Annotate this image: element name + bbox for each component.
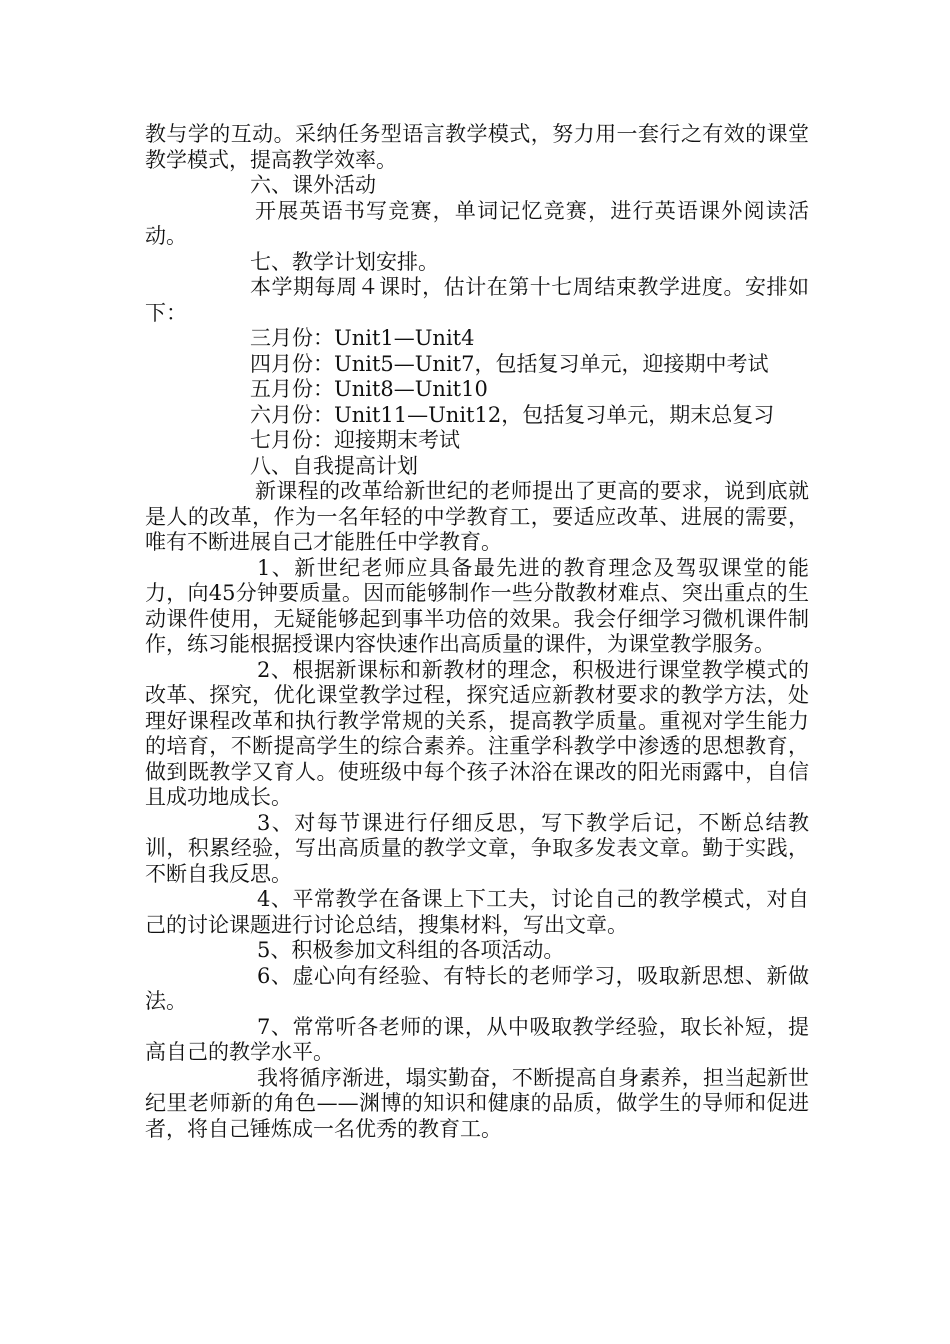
paragraph-self-improvement-intro: 新课程的改革给新世纪的老师提出了更高的要求，说到底就是人的改革，作为一名年轻的中学教育工，要适应改革、进展的需要，唯有不断进展自己才能胜任中学教育。 [145, 479, 809, 554]
list-item-6: 6、虚心向有经验、有特长的老师学习，吸取新思想、新做法。 [145, 963, 809, 1013]
schedule-item-july: 七月份：迎接期末考试 [250, 428, 460, 452]
list-item-2: 2、根据新课标和新教材的理念，积极进行课堂教学模式的改革、探究，优化课堂教学过程，探究适应新教材要求的教学方法，处理好课程改革和执行教学常规的关系，提高教学质量。重视对学生能力的培育，不断提高学生的综合素养。注重学科教学中渗透的思想教育，做到既教学又育人。使班级中每个孩子沐浴在课改的阳光雨露中，自信且成功地成长。 [145, 657, 809, 809]
section-heading-extracurricular: 六、课外活动 [250, 173, 376, 197]
list-item-1: 1、新世纪老师应具备最先进的教育理念及驾驭课堂的能力，向45分钟要质量。因而能够制作一些分散教材难点、突出重点的生动课件使用，无疑能够起到事半功倍的效果。我会仔细学习微机课件制作，练习能根据授课内容快速作出高质量的课件，为课堂教学服务。 [145, 555, 809, 656]
schedule-item-april: 四月份：Unit5—Unit7，包括复习单元，迎接期中考试 [250, 351, 769, 376]
list-item-4: 4、平常教学在备课上下工夫，讨论自己的教学模式，对自己的讨论课题进行讨论总结，搜集材料，写出文章。 [145, 887, 809, 937]
section-heading-schedule: 七、教学计划安排。 [250, 249, 439, 274]
paragraph-activities: 开展英语书写竞赛，单词记忆竞赛，进行英语课外阅读活动。 [145, 198, 809, 248]
list-item-3: 3、对每节课进行仔细反思，写下教学后记，不断总结教训，积累经验，写出高质量的教学文章，争取多发表文章。勤于实践，不断自我反思。 [145, 810, 809, 886]
section-heading-self-improvement: 八、自我提高计划 [250, 453, 418, 478]
paragraph-continuation: 教与学的互动。采纳任务型语言教学模式，努力用一套行之有效的课堂教学模式，提高教学效率。 [145, 122, 809, 172]
list-item-7: 7、常常听各老师的课，从中吸取教学经验，取长补短，提高自己的教学水平。 [145, 1014, 809, 1064]
list-item-5: 5、积极参加文科组的各项活动。 [257, 938, 565, 962]
schedule-item-june: 六月份：Unit11—Unit12，包括复习单元，期末总复习 [250, 402, 775, 427]
schedule-item-may: 五月份：Unit8—Unit10 [250, 377, 488, 401]
schedule-item-march: 三月份：Unit1—Unit4 [250, 326, 475, 350]
paragraph-schedule-intro: 本学期每周４课时，估计在第十七周结束教学进度。安排如下： [145, 275, 809, 325]
document-body [145, 122, 809, 1142]
paragraph-closing: 我将循序渐进，塌实勤奋，不断提高自身素养，担当起新世纪里老师新的角色——渊博的知识和健康的品质，做学生的导师和促进者，将自己锤炼成一名优秀的教育工。 [145, 1065, 809, 1141]
